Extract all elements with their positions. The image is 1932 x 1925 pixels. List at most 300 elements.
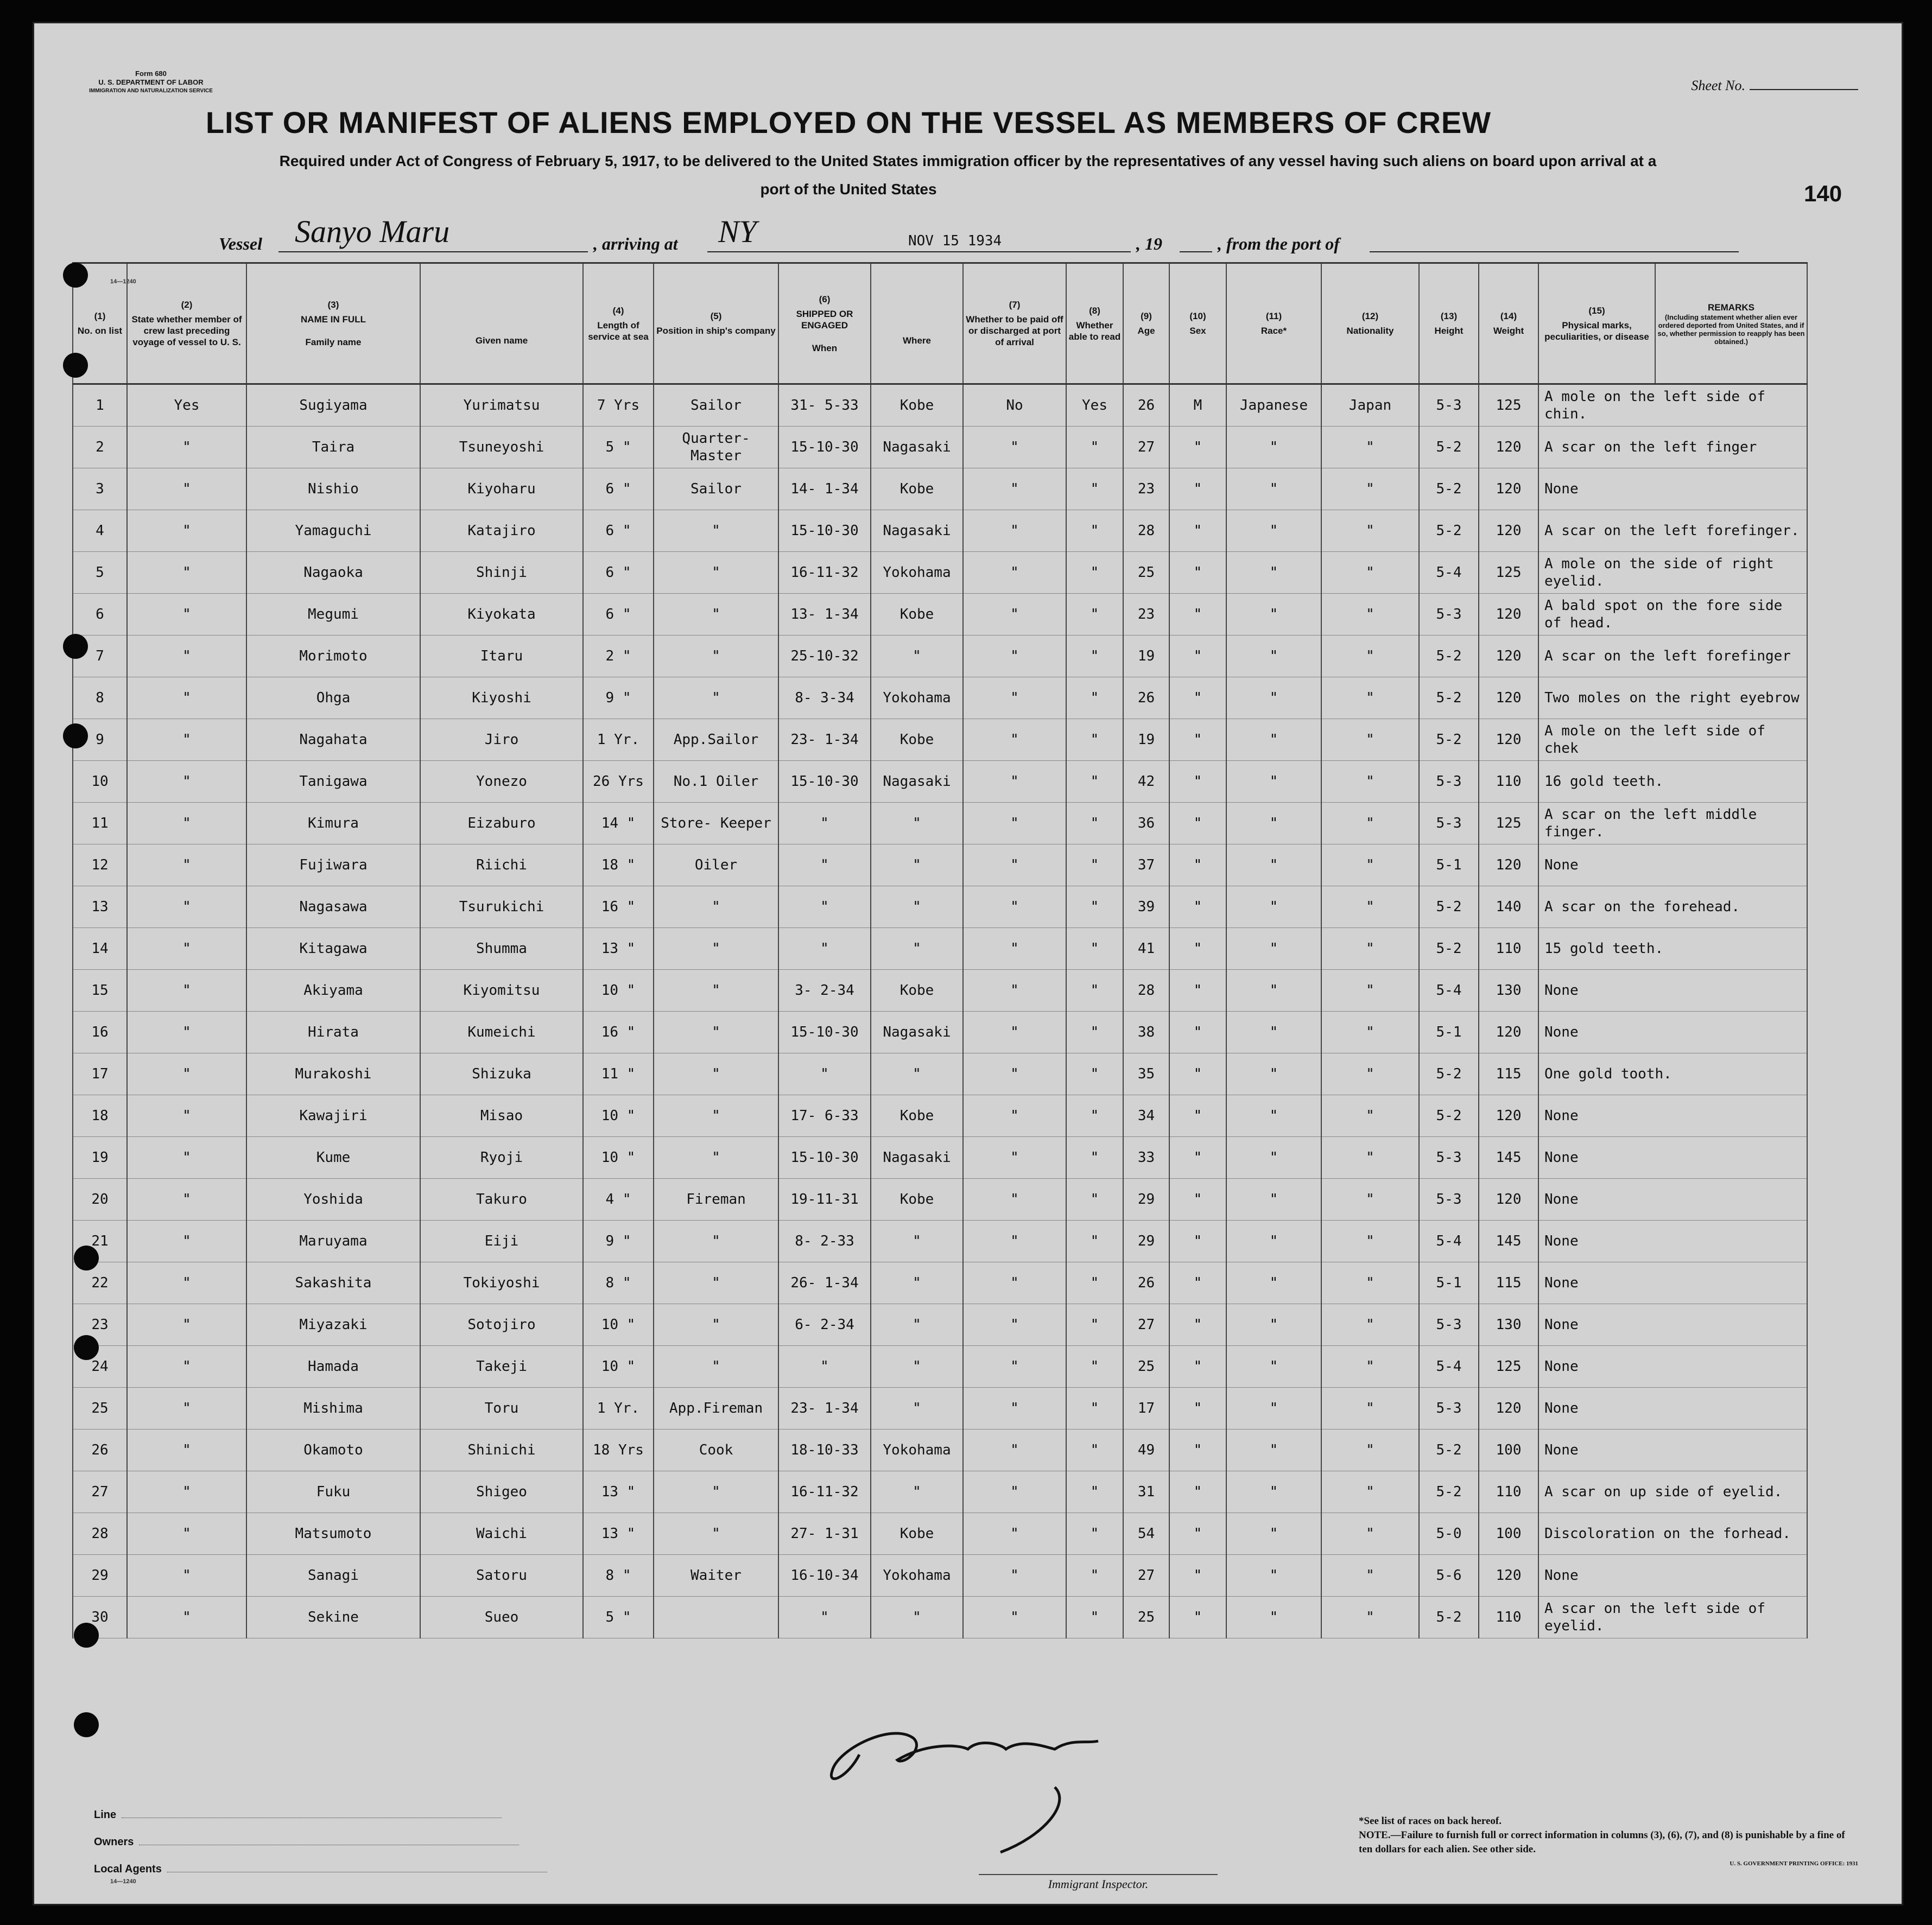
cell-family: Nishio <box>246 468 420 510</box>
cell-marks: One gold tooth. <box>1538 1053 1807 1095</box>
cell-weight: 130 <box>1479 970 1538 1012</box>
cell-race: " <box>1226 636 1321 677</box>
col-header-able-to-read: (8) Whether able to read <box>1066 263 1123 384</box>
cell-service: 6 " <box>583 594 654 636</box>
cell-sex: " <box>1169 1053 1226 1095</box>
cell-position: " <box>654 594 778 636</box>
cell-paid: " <box>963 552 1066 594</box>
cell-family: Yamaguchi <box>246 510 420 552</box>
cell-age: 26 <box>1123 384 1169 427</box>
cell-sex: " <box>1169 636 1226 677</box>
cell-race: " <box>1226 510 1321 552</box>
cell-service: 1 Yr. <box>583 1388 654 1430</box>
cell-position: Fireman <box>654 1179 778 1221</box>
cell-height: 5-2 <box>1419 636 1479 677</box>
cell-read: " <box>1066 552 1123 594</box>
cell-paid: " <box>963 510 1066 552</box>
cell-race: Japanese <box>1226 384 1321 427</box>
cell-nation: " <box>1321 886 1419 928</box>
col-header-sex: (10) Sex <box>1169 263 1226 384</box>
cell-race: " <box>1226 1053 1321 1095</box>
cell-family: Okamoto <box>246 1430 420 1471</box>
cell-service: 9 " <box>583 1221 654 1262</box>
cell-height: 5-4 <box>1419 1221 1479 1262</box>
cell-marks: A scar on the left middle finger. <box>1538 803 1807 844</box>
cell-weight: 120 <box>1479 468 1538 510</box>
table-row <box>73 844 1807 886</box>
cell-where: Nagasaki <box>871 1137 963 1179</box>
cell-family: Ohga <box>246 677 420 719</box>
cell-family: Fujiwara <box>246 844 420 886</box>
cell-read: " <box>1066 636 1123 677</box>
arriving-port: NY <box>718 214 757 249</box>
table-row <box>73 1137 1807 1179</box>
cell-family: Nagasawa <box>246 886 420 928</box>
vessel-line <box>186 214 1815 253</box>
cell-marks: A bald spot on the fore side of head. <box>1538 594 1807 636</box>
cell-race: " <box>1226 1179 1321 1221</box>
cell-sex: " <box>1169 1471 1226 1513</box>
cell-service: 10 " <box>583 1095 654 1137</box>
cell-given: Shizuka <box>420 1053 583 1095</box>
cell-read: " <box>1066 1388 1123 1430</box>
cell-prev: " <box>127 1346 246 1388</box>
cell-prev: " <box>127 636 246 677</box>
table-row <box>73 1221 1807 1262</box>
cell-nation: " <box>1321 1053 1419 1095</box>
cell-race: " <box>1226 886 1321 928</box>
cell-prev: " <box>127 1137 246 1179</box>
cell-read: " <box>1066 1430 1123 1471</box>
cell-paid: " <box>963 1262 1066 1304</box>
cell-read: " <box>1066 844 1123 886</box>
sheet-number <box>1691 78 1858 94</box>
cell-prev: " <box>127 1388 246 1430</box>
table-row <box>73 970 1807 1012</box>
subtitle-line-1: Required under Act of Congress of February 5, 1917, to be delivered to the United States immigration officer by the representatives of any vessel having such aliens on board upon arrival at a <box>279 153 1657 169</box>
cell-paid: " <box>963 1388 1066 1430</box>
table-row <box>73 1095 1807 1137</box>
cell-read: " <box>1066 677 1123 719</box>
cell-service: 5 " <box>583 427 654 468</box>
col-header-height: (13) Height <box>1419 263 1479 384</box>
cell-family: Mishima <box>246 1388 420 1430</box>
cell-when: " <box>778 803 871 844</box>
cell-weight: 130 <box>1479 1304 1538 1346</box>
cell-nation: " <box>1321 510 1419 552</box>
cell-paid: " <box>963 427 1066 468</box>
cell-position: Waiter <box>654 1555 778 1597</box>
cell-family: Yoshida <box>246 1179 420 1221</box>
cell-where: " <box>871 928 963 970</box>
cell-prev: " <box>127 677 246 719</box>
cell-when: " <box>778 928 871 970</box>
cell-where: " <box>871 886 963 928</box>
cell-age: 26 <box>1123 677 1169 719</box>
cell-where: Nagasaki <box>871 510 963 552</box>
cell-weight: 110 <box>1479 1597 1538 1638</box>
cell-age: 36 <box>1123 803 1169 844</box>
cell-where: " <box>871 803 963 844</box>
cell-paid: " <box>963 844 1066 886</box>
col-header-no: (1) No. on list <box>73 263 127 384</box>
cell-race: " <box>1226 1388 1321 1430</box>
cell-where: " <box>871 1304 963 1346</box>
cell-race: " <box>1226 1597 1321 1638</box>
cell-no: 18 <box>73 1095 127 1137</box>
punch-hole <box>63 263 88 288</box>
cell-nation: " <box>1321 594 1419 636</box>
cell-height: 5-3 <box>1419 1388 1479 1430</box>
cell-read: " <box>1066 1053 1123 1095</box>
cell-family: Tanigawa <box>246 761 420 803</box>
cell-when: 19-11-31 <box>778 1179 871 1221</box>
cell-prev: " <box>127 1555 246 1597</box>
cell-nation: " <box>1321 1346 1419 1388</box>
cell-given: Shumma <box>420 928 583 970</box>
cell-no: 20 <box>73 1179 127 1221</box>
immigrant-inspector-signature-line: Immigrant Inspector. <box>979 1874 1218 1891</box>
cell-weight: 120 <box>1479 1012 1538 1053</box>
cell-service: 18 Yrs <box>583 1430 654 1471</box>
cell-nation: " <box>1321 803 1419 844</box>
cell-given: Tsurukichi <box>420 886 583 928</box>
cell-where: Kobe <box>871 1179 963 1221</box>
cell-prev: " <box>127 886 246 928</box>
cell-race: " <box>1226 552 1321 594</box>
cell-no: 4 <box>73 510 127 552</box>
local-agents-field: Local Agents <box>94 1863 547 1876</box>
cell-weight: 110 <box>1479 761 1538 803</box>
cell-service: 10 " <box>583 970 654 1012</box>
cell-age: 33 <box>1123 1137 1169 1179</box>
cell-sex: " <box>1169 1430 1226 1471</box>
cell-no: 5 <box>73 552 127 594</box>
cell-race: " <box>1226 719 1321 761</box>
cell-position: " <box>654 1262 778 1304</box>
cell-prev: " <box>127 844 246 886</box>
cell-family: Megumi <box>246 594 420 636</box>
cell-no: 16 <box>73 1012 127 1053</box>
cell-when: 17- 6-33 <box>778 1095 871 1137</box>
cell-prev: " <box>127 1221 246 1262</box>
punch-hole <box>74 1335 99 1360</box>
cell-weight: 120 <box>1479 636 1538 677</box>
cell-sex: " <box>1169 1597 1226 1638</box>
year-label: , 19 <box>1136 234 1162 253</box>
cell-service: 2 " <box>583 636 654 677</box>
cell-no: 23 <box>73 1304 127 1346</box>
cell-weight: 125 <box>1479 384 1538 427</box>
cell-sex: " <box>1169 1388 1226 1430</box>
cell-nation: " <box>1321 970 1419 1012</box>
cell-no: 29 <box>73 1555 127 1597</box>
cell-read: " <box>1066 719 1123 761</box>
cell-no: 22 <box>73 1262 127 1304</box>
cell-weight: 120 <box>1479 677 1538 719</box>
cell-age: 25 <box>1123 1346 1169 1388</box>
cell-where: Yokohama <box>871 1430 963 1471</box>
table-row <box>73 384 1807 427</box>
cell-service: 8 " <box>583 1262 654 1304</box>
cell-height: 5-1 <box>1419 844 1479 886</box>
cell-given: Kiyokata <box>420 594 583 636</box>
cell-marks: 16 gold teeth. <box>1538 761 1807 803</box>
cell-position: No.1 Oiler <box>654 761 778 803</box>
cell-read: " <box>1066 427 1123 468</box>
cell-height: 5-2 <box>1419 1430 1479 1471</box>
cell-given: Kumeichi <box>420 1012 583 1053</box>
sheet-number-blank <box>1750 89 1858 90</box>
cell-nation: " <box>1321 1262 1419 1304</box>
cell-service: 10 " <box>583 1137 654 1179</box>
cell-prev: " <box>127 1053 246 1095</box>
cell-nation: " <box>1321 844 1419 886</box>
cell-service: 13 " <box>583 1471 654 1513</box>
cell-marks: None <box>1538 1137 1807 1179</box>
cell-paid: " <box>963 1471 1066 1513</box>
table-row <box>73 761 1807 803</box>
cell-when: " <box>778 844 871 886</box>
cell-when: 26- 1-34 <box>778 1262 871 1304</box>
cell-read: Yes <box>1066 384 1123 427</box>
cell-sex: " <box>1169 1555 1226 1597</box>
cell-position: Quarter- Master <box>654 427 778 468</box>
cell-height: 5-2 <box>1419 468 1479 510</box>
cell-where: Kobe <box>871 970 963 1012</box>
col-header-previous-voyage: (2) State whether member of crew last preceding voyage of vessel to U. S. <box>127 263 246 384</box>
cell-given: Yonezo <box>420 761 583 803</box>
cell-where: Kobe <box>871 1095 963 1137</box>
cell-race: " <box>1226 594 1321 636</box>
cell-sex: " <box>1169 1095 1226 1137</box>
cell-given: Yurimatsu <box>420 384 583 427</box>
cell-nation: " <box>1321 1388 1419 1430</box>
cell-read: " <box>1066 1597 1123 1638</box>
cell-height: 5-3 <box>1419 1179 1479 1221</box>
cell-nation: " <box>1321 1221 1419 1262</box>
cell-service: 5 " <box>583 1597 654 1638</box>
cell-prev: " <box>127 1513 246 1555</box>
cell-when: 6- 2-34 <box>778 1304 871 1346</box>
cell-age: 25 <box>1123 552 1169 594</box>
cell-service: 10 " <box>583 1346 654 1388</box>
cell-nation: " <box>1321 427 1419 468</box>
cell-service: 18 " <box>583 844 654 886</box>
cell-sex: " <box>1169 594 1226 636</box>
cell-weight: 120 <box>1479 510 1538 552</box>
cell-given: Takuro <box>420 1179 583 1221</box>
cell-age: 27 <box>1123 427 1169 468</box>
cell-no: 30 <box>73 1597 127 1638</box>
cell-age: 54 <box>1123 1513 1169 1555</box>
cell-weight: 125 <box>1479 1346 1538 1388</box>
cell-race: " <box>1226 761 1321 803</box>
cell-family: Murakoshi <box>246 1053 420 1095</box>
cell-family: Miyazaki <box>246 1304 420 1346</box>
cell-weight: 120 <box>1479 844 1538 886</box>
cell-service: 13 " <box>583 928 654 970</box>
from-port-blank <box>1370 251 1739 252</box>
cell-sex: " <box>1169 844 1226 886</box>
cell-where: " <box>871 1388 963 1430</box>
cell-marks: None <box>1538 1388 1807 1430</box>
cell-given: Shinichi <box>420 1430 583 1471</box>
cell-prev: " <box>127 1430 246 1471</box>
cell-paid: " <box>963 1137 1066 1179</box>
cell-family: Hirata <box>246 1012 420 1053</box>
cell-no: 7 <box>73 636 127 677</box>
cell-read: " <box>1066 970 1123 1012</box>
cell-where: Nagasaki <box>871 1012 963 1053</box>
table-row <box>73 719 1807 761</box>
cell-age: 35 <box>1123 1053 1169 1095</box>
cell-read: " <box>1066 1513 1123 1555</box>
cell-prev: " <box>127 761 246 803</box>
table-row <box>73 886 1807 928</box>
cell-family: Maruyama <box>246 1221 420 1262</box>
cell-nation: " <box>1321 1012 1419 1053</box>
cell-paid: " <box>963 1346 1066 1388</box>
cell-nation: " <box>1321 1137 1419 1179</box>
cell-read: " <box>1066 468 1123 510</box>
form-info <box>75 69 227 96</box>
cell-given: Katajiro <box>420 510 583 552</box>
cell-nation: " <box>1321 1555 1419 1597</box>
cell-position: " <box>654 1053 778 1095</box>
line-field: Line <box>94 1809 502 1821</box>
from-port-label: , from the port of <box>1218 234 1340 253</box>
cell-height: 5-2 <box>1419 510 1479 552</box>
cell-service: 7 Yrs <box>583 384 654 427</box>
vessel-name: Sanyo Maru <box>295 214 450 249</box>
cell-race: " <box>1226 1430 1321 1471</box>
cell-race: " <box>1226 1262 1321 1304</box>
cell-age: 42 <box>1123 761 1169 803</box>
table-row <box>73 468 1807 510</box>
cell-marks: Discoloration on the forhead. <box>1538 1513 1807 1555</box>
cell-weight: 120 <box>1479 427 1538 468</box>
cell-height: 5-2 <box>1419 1053 1479 1095</box>
cell-no: 21 <box>73 1221 127 1262</box>
cell-sex: M <box>1169 384 1226 427</box>
cell-paid: " <box>963 1597 1066 1638</box>
col-header-given-name: Given name <box>420 263 583 384</box>
col-header-age: (9) Age <box>1123 263 1169 384</box>
cell-position: " <box>654 1095 778 1137</box>
cell-age: 41 <box>1123 928 1169 970</box>
cell-age: 17 <box>1123 1388 1169 1430</box>
cell-no: 25 <box>73 1388 127 1430</box>
cell-marks: 15 gold teeth. <box>1538 928 1807 970</box>
inspector-signature <box>816 1679 1196 1874</box>
cell-nation: " <box>1321 468 1419 510</box>
cell-prev: " <box>127 1471 246 1513</box>
cell-read: " <box>1066 1095 1123 1137</box>
cell-where: " <box>871 844 963 886</box>
cell-where: Nagasaki <box>871 427 963 468</box>
cell-marks: Two moles on the right eyebrow <box>1538 677 1807 719</box>
cell-height: 5-2 <box>1419 719 1479 761</box>
cell-nation: " <box>1321 1597 1419 1638</box>
cell-when: 27- 1-31 <box>778 1513 871 1555</box>
crew-table-body <box>73 384 1807 1638</box>
cell-paid: " <box>963 761 1066 803</box>
cell-height: 5-4 <box>1419 552 1479 594</box>
cell-sex: " <box>1169 1137 1226 1179</box>
cell-paid: " <box>963 1095 1066 1137</box>
cell-given: Tsuneyoshi <box>420 427 583 468</box>
cell-race: " <box>1226 970 1321 1012</box>
cell-marks: None <box>1538 1095 1807 1137</box>
cell-marks: None <box>1538 1221 1807 1262</box>
cell-paid: " <box>963 468 1066 510</box>
cell-race: " <box>1226 844 1321 886</box>
cell-given: Sueo <box>420 1597 583 1638</box>
punch-hole <box>74 1712 99 1737</box>
cell-paid: " <box>963 677 1066 719</box>
cell-position: Sailor <box>654 384 778 427</box>
cell-age: 39 <box>1123 886 1169 928</box>
cell-prev: " <box>127 803 246 844</box>
cell-nation: " <box>1321 552 1419 594</box>
cell-read: " <box>1066 886 1123 928</box>
cell-where: Kobe <box>871 719 963 761</box>
table-row <box>73 1262 1807 1304</box>
cell-no: 14 <box>73 928 127 970</box>
cell-prev: " <box>127 510 246 552</box>
col-header-service: (4) Length of service at sea <box>583 263 654 384</box>
cell-height: 5-2 <box>1419 1095 1479 1137</box>
cell-nation: " <box>1321 677 1419 719</box>
cell-family: Sekine <box>246 1597 420 1638</box>
cell-marks: A mole on the side of right eyelid. <box>1538 552 1807 594</box>
cell-age: 37 <box>1123 844 1169 886</box>
cell-weight: 110 <box>1479 1471 1538 1513</box>
cell-sex: " <box>1169 468 1226 510</box>
cell-marks: A mole on the left side of chek <box>1538 719 1807 761</box>
cell-height: 5-2 <box>1419 427 1479 468</box>
cell-marks: A mole on the left side of chin. <box>1538 384 1807 427</box>
table-row <box>73 594 1807 636</box>
cell-no: 8 <box>73 677 127 719</box>
cell-weight: 125 <box>1479 803 1538 844</box>
cell-prev: " <box>127 928 246 970</box>
cell-weight: 100 <box>1479 1430 1538 1471</box>
cell-marks: None <box>1538 1262 1807 1304</box>
cell-family: Hamada <box>246 1346 420 1388</box>
cell-sex: " <box>1169 510 1226 552</box>
cell-when: " <box>778 1597 871 1638</box>
cell-when: 16-11-32 <box>778 552 871 594</box>
cell-height: 5-1 <box>1419 1262 1479 1304</box>
cell-given: Misao <box>420 1095 583 1137</box>
table-row <box>73 1471 1807 1513</box>
cell-given: Shigeo <box>420 1471 583 1513</box>
cell-position: " <box>654 636 778 677</box>
cell-service: 4 " <box>583 1179 654 1221</box>
col-header-position: (5) Position in ship's company <box>654 263 778 384</box>
cell-prev: " <box>127 427 246 468</box>
cell-service: 14 " <box>583 803 654 844</box>
cell-sex: " <box>1169 1346 1226 1388</box>
arriving-label: , arriving at <box>593 234 678 253</box>
cell-paid: " <box>963 1179 1066 1221</box>
cell-service: 11 " <box>583 1053 654 1095</box>
cell-read: " <box>1066 1346 1123 1388</box>
cell-given: Eiji <box>420 1221 583 1262</box>
cell-race: " <box>1226 1471 1321 1513</box>
